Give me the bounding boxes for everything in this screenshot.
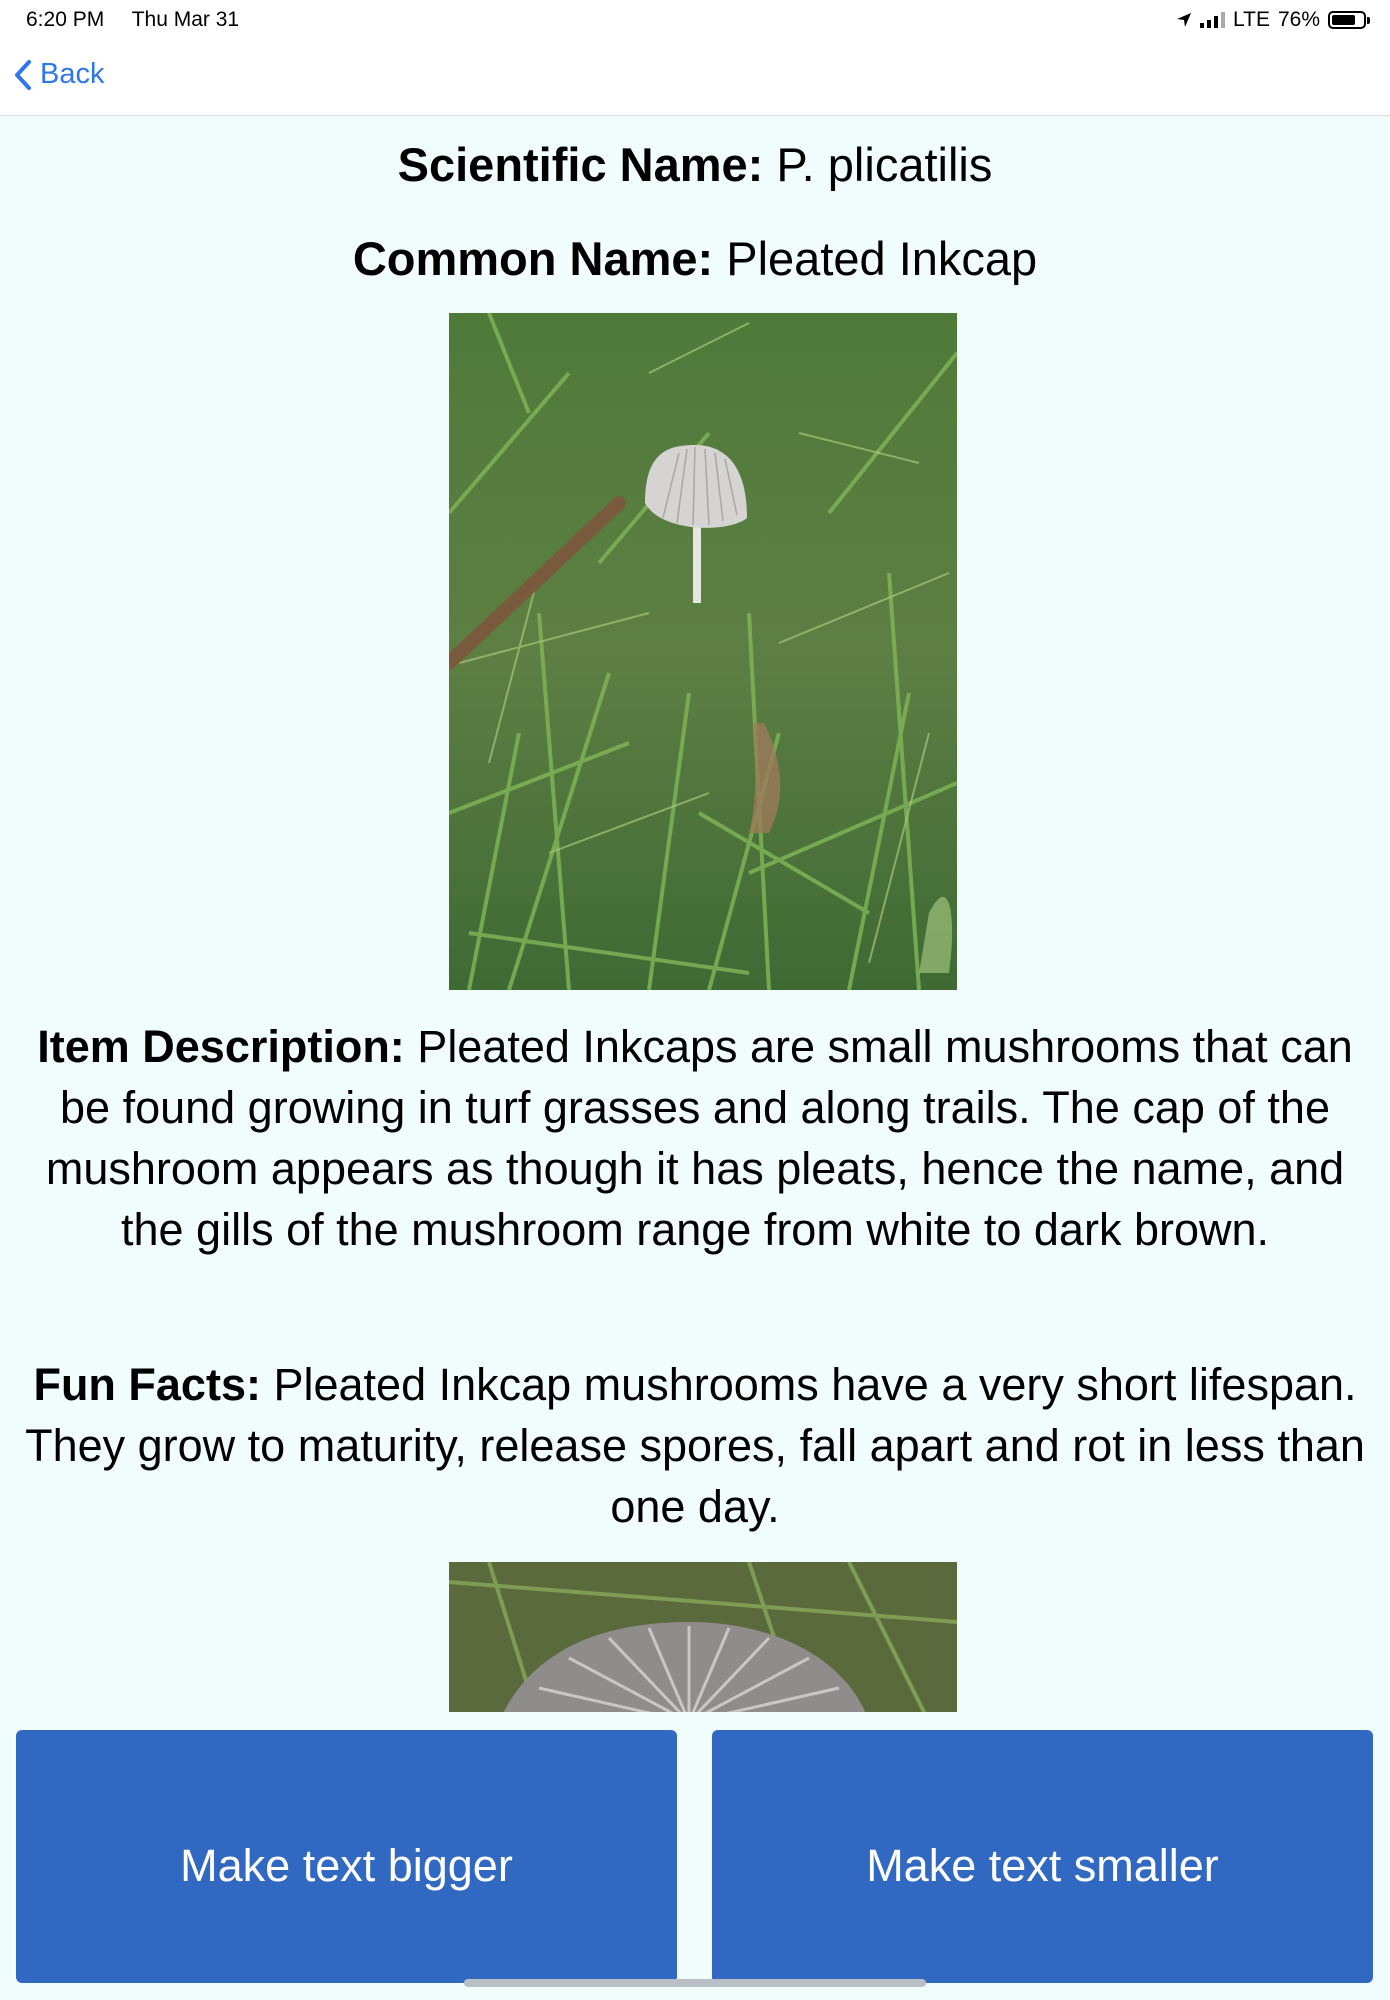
scientific-name-label: Scientific Name:: [397, 138, 764, 191]
network-label: LTE: [1233, 8, 1270, 31]
mushroom-photo: [449, 313, 957, 990]
make-text-bigger-button[interactable]: Make text bigger: [16, 1730, 677, 1983]
scientific-name: [0, 136, 1390, 194]
chevron-left-icon: [14, 59, 32, 91]
home-indicator[interactable]: [464, 1979, 926, 1987]
item-description-label: Item Description:: [37, 1021, 405, 1072]
top-bar: [0, 0, 1390, 116]
item-description-text: Pleated Inkcaps are small mushrooms that can be found growing in turf grasses and along trails. The cap of the mushroom appears as though it has pleats, hence the name, and the gills of the mushroom range from white to dark brown.: [45, 1021, 1353, 1255]
make-text-smaller-button[interactable]: Make text smaller: [712, 1730, 1373, 1983]
scientific-name-value: P. plicatilis: [763, 138, 993, 191]
status-time: 6:20 PM: [26, 8, 105, 31]
status-bar-left: [26, 8, 261, 32]
status-date: Thu Mar 31: [131, 8, 240, 31]
back-button[interactable]: [14, 58, 104, 91]
battery-percent: 76%: [1277, 8, 1320, 31]
status-bar-right: [1176, 8, 1366, 32]
fun-facts-text: Pleated Inkcap mushrooms have a very short lifespan. They grow to maturity, release spores, fall apart and rot in less than one day.: [25, 1359, 1365, 1532]
back-label: Back: [40, 58, 105, 90]
fun-facts: [24, 1354, 1366, 1537]
signal-icon: [1200, 12, 1225, 28]
battery-icon: [1328, 11, 1366, 29]
common-name: [0, 230, 1390, 288]
location-arrow-icon: [1176, 12, 1192, 28]
mushroom-gills-photo: [449, 1562, 957, 1712]
item-description: [24, 1016, 1366, 1260]
common-name-label: Common Name:: [352, 232, 714, 285]
scroll-content[interactable]: [0, 116, 1390, 1712]
fun-facts-label: Fun Facts:: [33, 1359, 261, 1410]
common-name-value: Pleated Inkcap: [713, 232, 1038, 285]
